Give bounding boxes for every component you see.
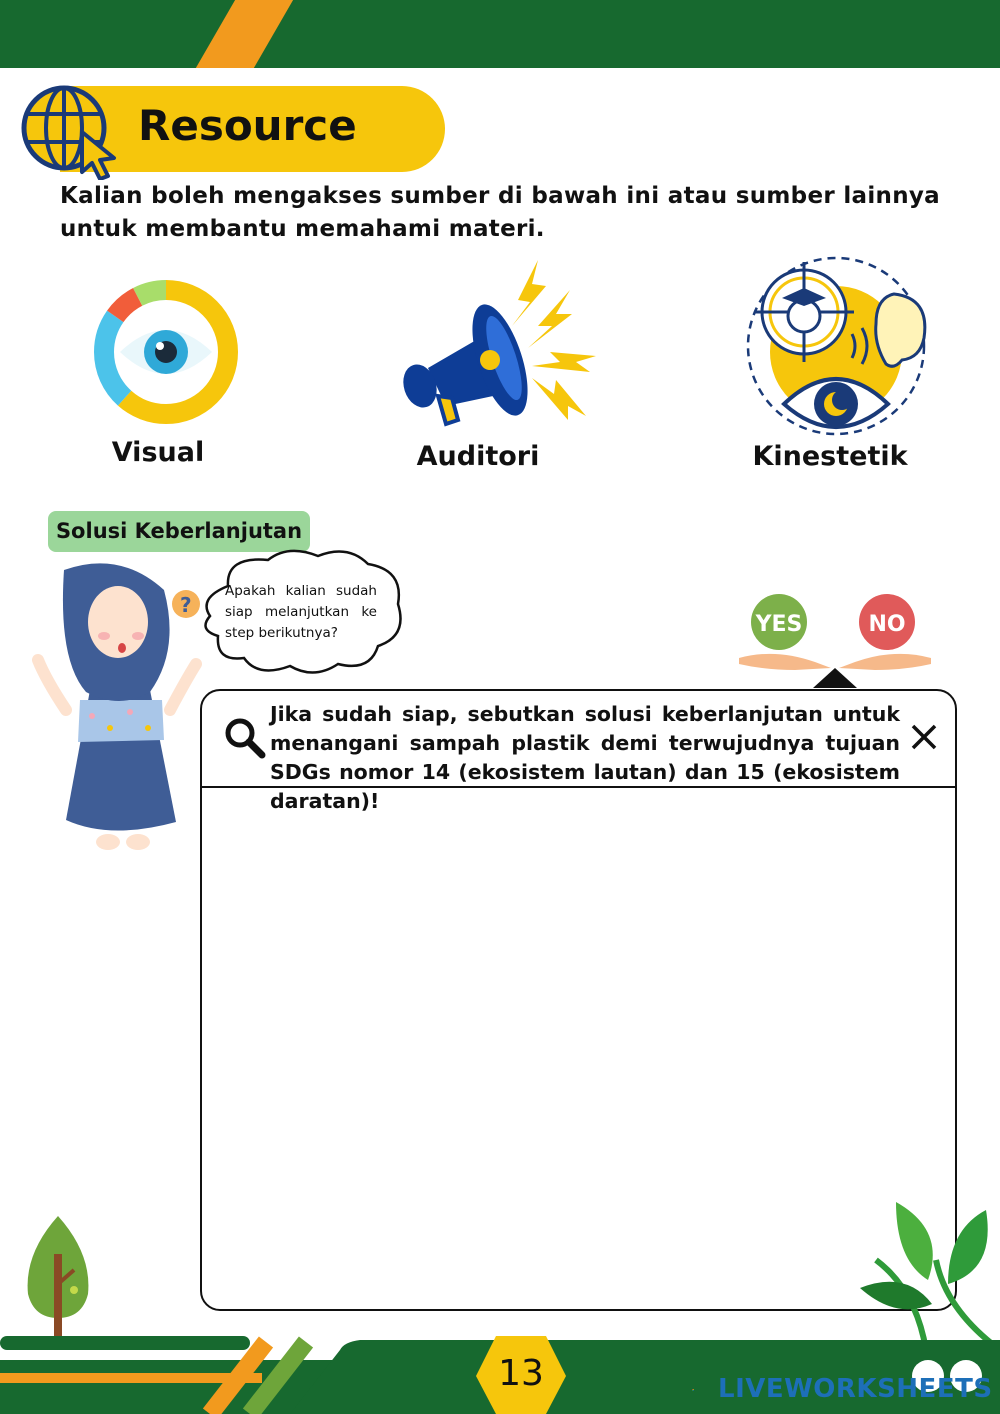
intro-text: Kalian boleh mengakses sumber di bawah ini atau sumber lainnya untuk membantu memahami materi. [60, 183, 940, 242]
tree-illustration [22, 1214, 94, 1344]
svg-text:?: ? [180, 593, 192, 617]
yes-no-hands-illustration [735, 588, 935, 693]
page-title: Resource [138, 101, 357, 150]
bubble-text: Apakah kalian sudah siap melanjutkan ke step berikutnya? [225, 583, 377, 641]
liveworksheets-logo-icon [692, 1372, 718, 1408]
question-card [200, 689, 957, 1311]
plant-illustration [856, 1200, 1000, 1350]
close-icon[interactable] [908, 721, 940, 753]
top-banner [0, 0, 1000, 68]
orange-stripe [183, 0, 299, 68]
answer-textarea[interactable] [208, 794, 948, 1299]
page-number: 13 [498, 1353, 544, 1394]
girl-character-illustration [30, 560, 210, 860]
watermark-text: LIVEWORKSHEETS [718, 1374, 993, 1404]
section-tag: Solusi Keberlanjutan [48, 511, 310, 552]
globe-cursor-icon [20, 84, 120, 180]
eye-donut-icon [92, 278, 240, 426]
megaphone-icon [400, 256, 600, 434]
question-text: Jika sudah siap, sebutkan solusi keberlanjutan untuk menangani sampah plastik demi terwujudnya tujuan SDGs nomor 14 (ekosistem lautan) dan 15 (ekosistem daratan)! [270, 702, 900, 813]
yes-label: YES [755, 612, 803, 637]
senses-icon [744, 254, 930, 438]
resource-label-kinestetik: Kinestetik [752, 441, 908, 472]
resource-label-visual: Visual [111, 437, 205, 468]
search-icon [224, 717, 266, 759]
no-label: NO [868, 612, 906, 637]
resource-label-auditori: Auditori [416, 441, 540, 472]
card-divider [202, 786, 955, 788]
